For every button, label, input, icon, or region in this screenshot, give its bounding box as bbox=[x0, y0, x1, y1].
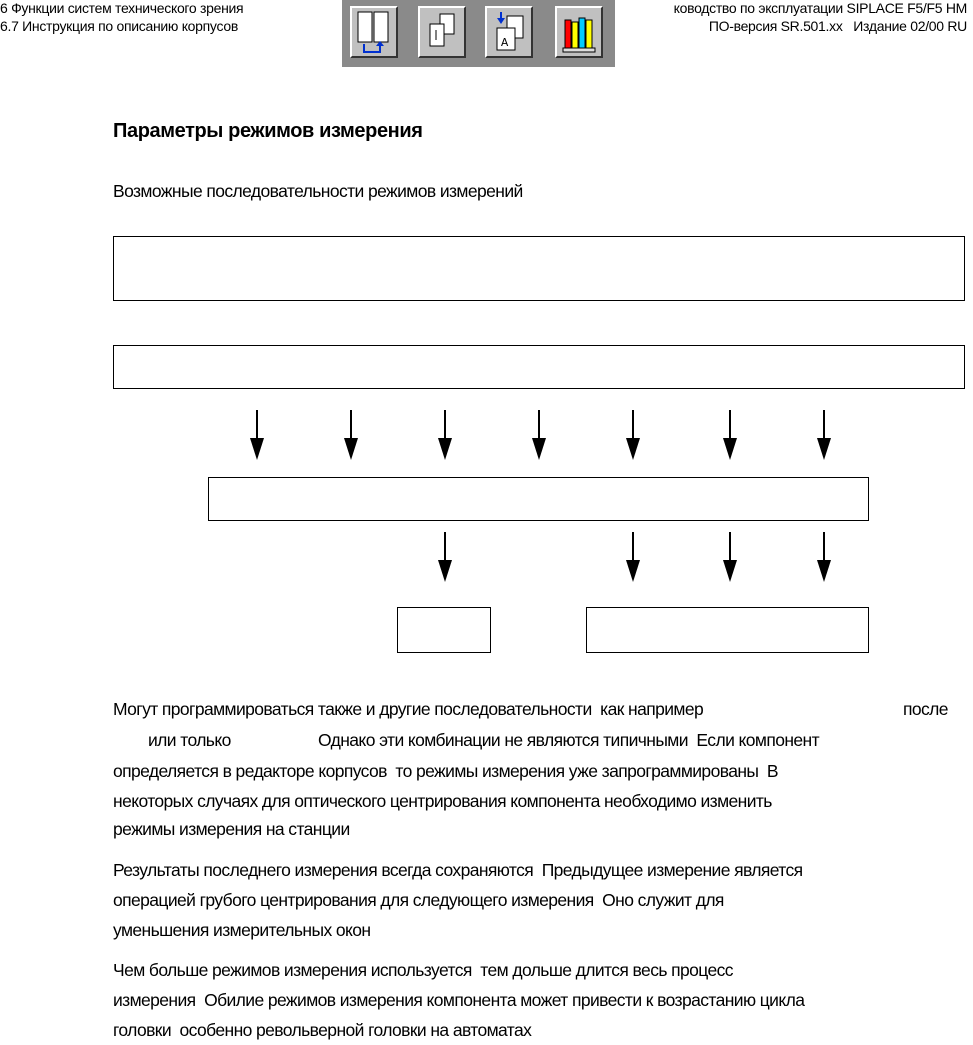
paragraph-1-line: Однако эти комбинации не являются типичными Если компонент bbox=[318, 730, 820, 750]
navigation-toolbar bbox=[342, 0, 615, 67]
arrow-down-icon bbox=[438, 532, 452, 582]
paragraph-1-line: некоторых случаях для оптического центрирования компонента необходимо изменить bbox=[113, 791, 772, 811]
arrow-down-icon bbox=[626, 410, 640, 460]
arrow-down-icon bbox=[817, 532, 831, 582]
page-subtitle: Возможные последовательности режимов измерений bbox=[113, 181, 523, 201]
header-section: 6.7 Инструкция по описанию корпусов bbox=[0, 18, 238, 34]
header-manual: ководство по эксплуатации SIPLACE F5/F5 HM bbox=[673, 0, 967, 16]
paragraph-2-line: операцией грубого центрирования для следующего измерения Оно служит для bbox=[113, 890, 724, 910]
paragraph-1-line: Могут программироваться также и другие последовательности как например bbox=[113, 699, 704, 719]
paragraph-1-line: режимы измерения на станции bbox=[113, 819, 350, 839]
page-button[interactable] bbox=[418, 6, 466, 58]
library-button[interactable] bbox=[555, 6, 603, 58]
back-icon bbox=[487, 8, 531, 56]
arrow-down-icon bbox=[250, 410, 264, 460]
svg-text:A: A bbox=[501, 36, 509, 50]
arrow-down-icon bbox=[817, 410, 831, 460]
page-icon bbox=[420, 8, 464, 56]
diagram-box-3 bbox=[208, 477, 869, 521]
diagram-box-1 bbox=[113, 236, 965, 301]
diagram-box-5 bbox=[586, 607, 869, 653]
contents-icon bbox=[352, 8, 396, 56]
diagram-box-4 bbox=[397, 607, 491, 653]
back-button[interactable] bbox=[485, 6, 533, 58]
arrow-down-icon bbox=[438, 410, 452, 460]
paragraph-1-line: после bbox=[903, 699, 948, 719]
paragraph-3-line: Чем больше режимов измерения используется тем дольше длится весь процесс bbox=[113, 960, 733, 980]
paragraph-1-line: или только bbox=[148, 730, 231, 750]
library-icon bbox=[557, 8, 601, 56]
paragraph-2-line: Результаты последнего измерения всегда сохраняются Предыдущее измерение является bbox=[113, 860, 803, 880]
arrow-down-icon bbox=[626, 532, 640, 582]
paragraph-1-line: определяется в редакторе корпусов то режимы измерения уже запрограммированы В bbox=[113, 761, 778, 781]
header-version: ПО-версия SR.501.xx Издание 02/00 RU bbox=[708, 18, 967, 34]
paragraph-3-line: измерения Обилие режимов измерения компонента может привести к возрастанию цикла bbox=[113, 990, 805, 1010]
arrow-down-icon bbox=[723, 532, 737, 582]
paragraph-3-line: головки особенно револьверной головки на автоматах bbox=[113, 1020, 532, 1040]
diagram-box-2 bbox=[113, 345, 965, 389]
paragraph-2-line: уменьшения измерительных окон bbox=[113, 920, 371, 940]
contents-button[interactable] bbox=[350, 6, 398, 58]
arrow-down-icon bbox=[532, 410, 546, 460]
arrow-down-icon bbox=[723, 410, 737, 460]
page-title: Параметры режимов измерения bbox=[113, 120, 423, 142]
arrow-down-icon bbox=[344, 410, 358, 460]
header-chapter: 6 Функции систем технического зрения bbox=[0, 0, 244, 16]
